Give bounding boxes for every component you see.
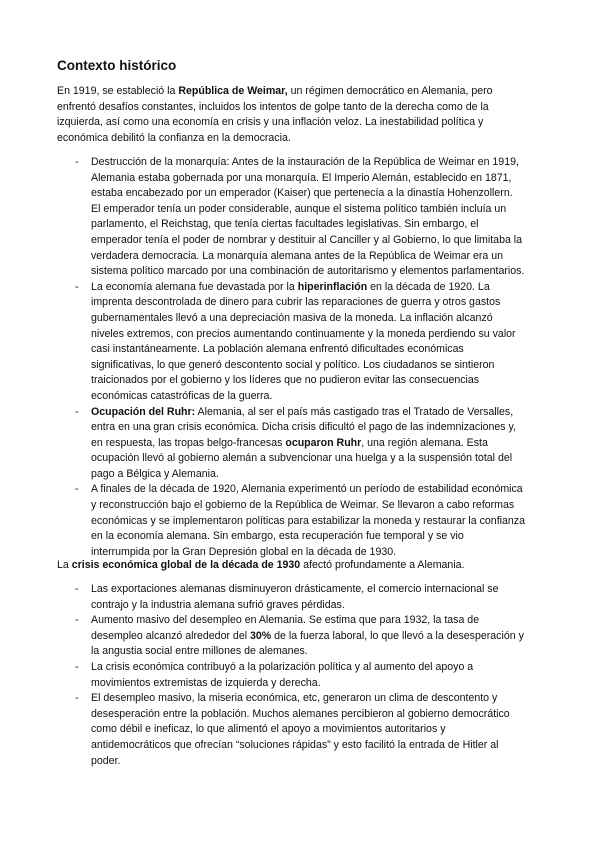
bold-percentage: 30% bbox=[250, 629, 272, 642]
list-item-text: La crisis económica contribuyó a la polarización política y al aumento del apoyo a movimientos extremistas de izquierda y derecha. bbox=[91, 660, 474, 689]
lead-text-start: La bbox=[57, 559, 72, 571]
list-item-monarchy bbox=[57, 155, 525, 280]
list-item-text: La economía alemana fue devastada por la bbox=[91, 280, 298, 293]
list-item-stability bbox=[57, 482, 525, 560]
bullet-dash: - bbox=[75, 583, 79, 595]
bullet-dash: - bbox=[75, 280, 79, 293]
lead-bold-crisis: crisis económica global de la década de 1930 bbox=[71, 559, 301, 571]
bold-hyperinflation: hiperinflación bbox=[297, 280, 368, 293]
list-item-hyperinflation bbox=[57, 280, 525, 405]
intro-paragraph bbox=[57, 84, 527, 146]
crisis-bullet-list bbox=[57, 582, 547, 769]
intro-text-end: un régimen democrático en Alemania, pero enfrentó desafíos constantes, incluidos los intentos de golpe tanto de la derecha como de la izquierda, así como una economía en crisis y una inflación veloz. La inestabilidad política y económica debilitó la confianza en la democracia. bbox=[57, 85, 493, 144]
list-item-text: Aumento masivo del desempleo en Alemania. Se estima que para 1932, la tasa de desempleo alcanzó alrededor del bbox=[91, 614, 480, 642]
bullet-dash: - bbox=[75, 614, 79, 627]
list-item-unemployment bbox=[57, 613, 525, 660]
intro-text-start: En 1919, se estableció la bbox=[57, 85, 179, 97]
lead-text-end: afectó profundamente a Alemania. bbox=[300, 559, 465, 571]
list-item-discontent bbox=[57, 691, 525, 769]
bullet-dash: - bbox=[75, 405, 79, 418]
list-item-exports bbox=[57, 582, 525, 613]
list-item-text: El desempleo masivo, la miseria económica, etc, generaron un clima de descontento y desesperación entre la población. Muchos alemanes percibieron al gobierno democrático como débil e ineficaz, lo que alimentó el apoyo a movimientos autoritarios y antidemocráticos que ofrecían “soluciones rápidas” y esto facilitó la entrada de Hitler al poder. bbox=[91, 692, 510, 767]
list-item-text: Las exportaciones alemanas disminuyeron drásticamente, el comercio internacional se contrajo y la industria alemana sufrió graves pérdidas. bbox=[91, 583, 499, 611]
list-item-text: de la fuerza laboral, lo que llevó a la desesperación y la angustia social entre millones de alemanes. bbox=[91, 629, 524, 658]
list-item-polarization bbox=[57, 660, 525, 691]
crisis-lead-paragraph bbox=[57, 558, 527, 574]
bullet-dash: - bbox=[75, 483, 79, 496]
list-item-text: Alemania, al ser el país más castigado tras el Tratado de Versalles, entra en una gran crisis económica. Dicha crisis dificultó el pago de las indemnizaciones y, en respuesta, las tropas belgo-francesas bbox=[91, 405, 516, 449]
list-item-text: A finales de la década de 1920, Alemania experimentó un período de estabilidad económica y reconstrucción bajo el gobierno de la República de Weimar. Se llevaron a cabo reformas económicas y se implementaron políticas para estabilizar la moneda y restaurar la confianza en la economía alemana. Sin embargo, esta recuperación fue temporal y se vio interrumpida por la Gran Depresión global en la década de 1930. bbox=[91, 483, 525, 558]
list-item-text: en la década de 1920. La imprenta descontrolada de dinero para cubrir las reparaciones de guerra y otros gastos gubernamentales llevó a una depreciación masiva de la moneda. La inflación alcanzó niveles extremos, con precios aumentando continuamente y la moneda perdiendo su valor casi instantáneamente. La población alemana enfrentó dificultades económicas significativas, lo que generó descontento social y político. Los ciudadanos se sintieron traicionados por el gobierno y los líderes que no pudieron evitar las consecuencias económicas catastróficas de la guerra. bbox=[91, 280, 516, 402]
list-item-text: Destrucción de la monarquía: Antes de la instauración de la República de Weimar en 1919, Alemania estaba gobernada por una monarquía. El Imperio Alemán, establecido en 1871, estaba encabezado por un emperador (Kaiser) que pertenecía a la dinastía Hohenzollern. El emperador tenía un poder considerable, aunque el sistema político también incluía un parlamento, el Reichstag, que tenía ciertas facultades legislativas. Sin embargo, el emperador tenía el poder de nombrar y destituir al Canciller y al Gobierno, lo que limitaba la verdadera democracia. La monarquía alemana antes de la República de Weimar era un sistema político marcado por una combinación de autoritarismo y elementos parlamentarios. bbox=[91, 156, 525, 278]
section-title: Contexto histórico bbox=[57, 58, 177, 73]
bold-ruhr-occupation: ocuparon Ruhr bbox=[285, 436, 362, 449]
bullet-dash: - bbox=[75, 660, 79, 673]
bold-ruhr-heading: Ocupación del Ruhr: bbox=[91, 405, 196, 418]
list-item-ruhr bbox=[57, 405, 525, 483]
list-item-text: , una región alemana. Esta ocupación llevó al gobierno alemán a subvencionar una huelga y a la suspensión total del pago a Bélgica y Alemania. bbox=[91, 436, 513, 480]
bullet-dash: - bbox=[75, 692, 79, 705]
intro-bold-weimar: República de Weimar, bbox=[178, 85, 288, 97]
context-bullet-list bbox=[57, 155, 547, 560]
bullet-dash: - bbox=[75, 156, 79, 168]
